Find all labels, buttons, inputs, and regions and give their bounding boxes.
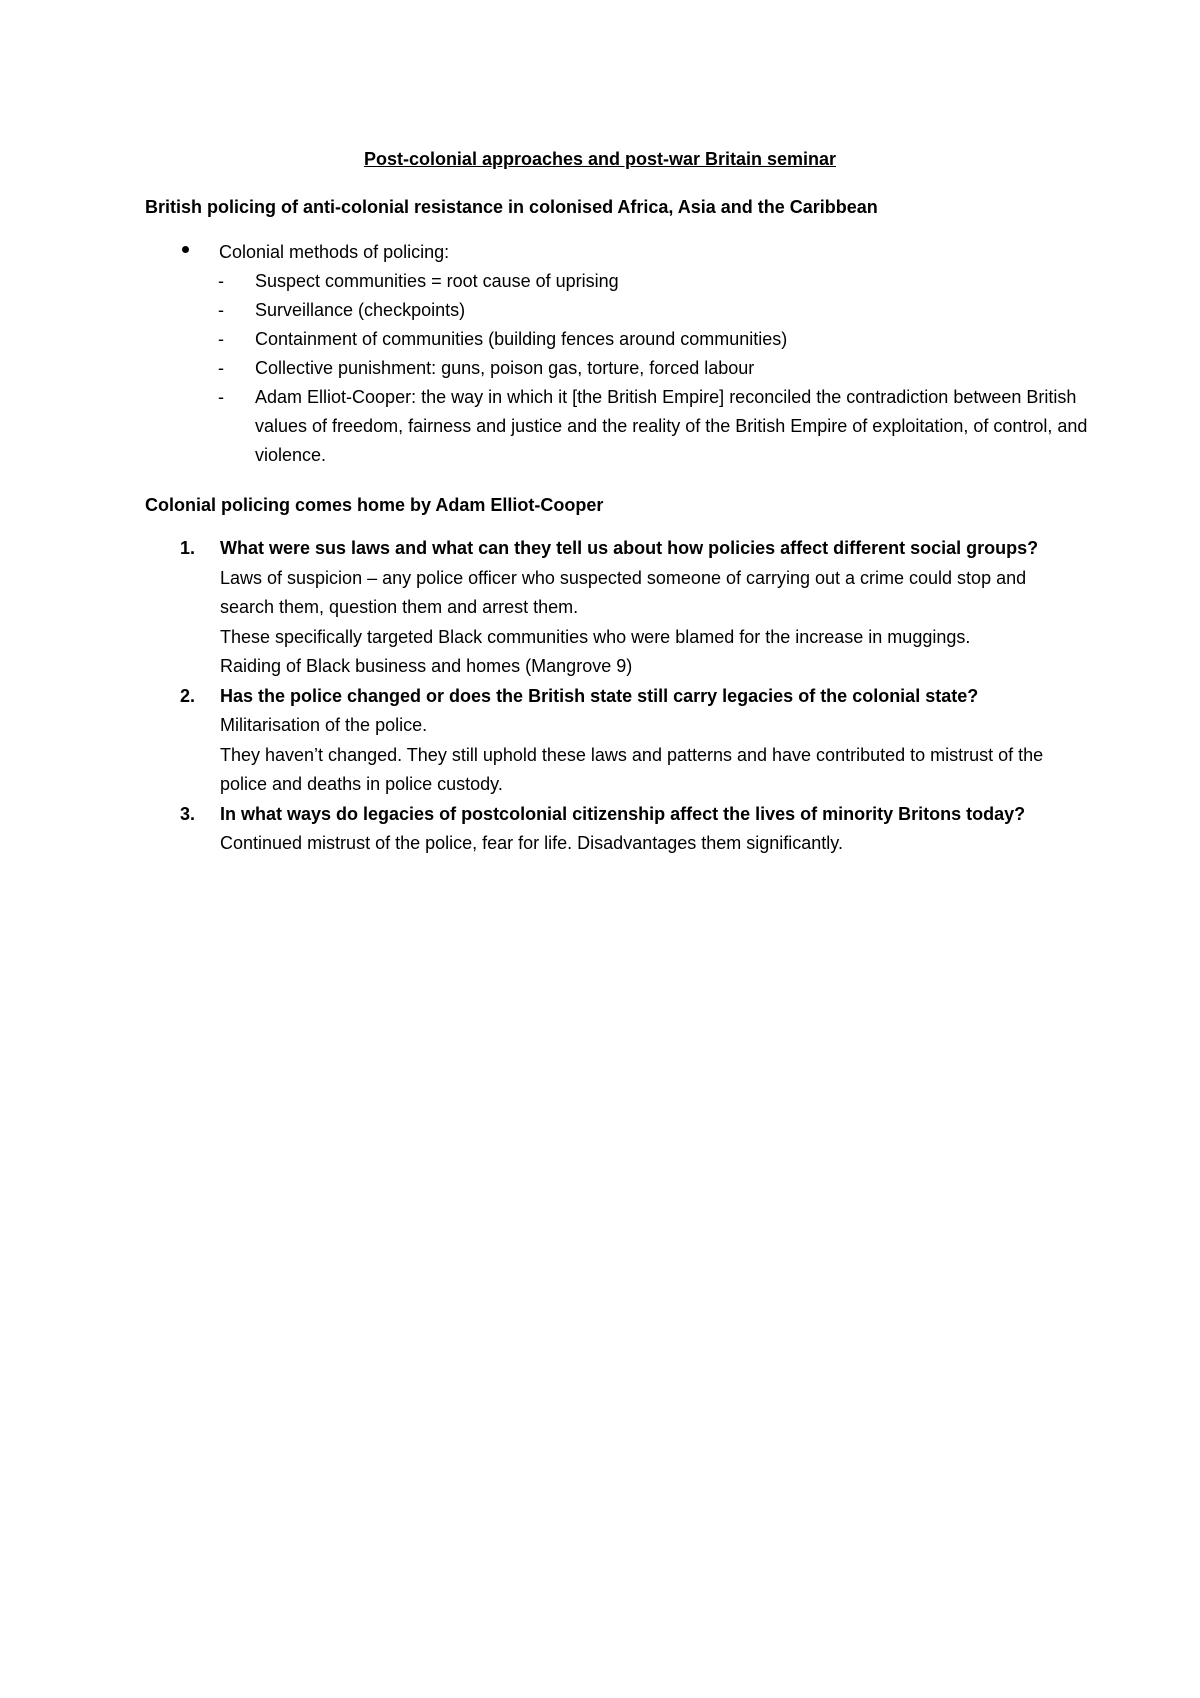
question-text: In what ways do legacies of postcolonial citizenship affect the lives of minority Britons today? bbox=[220, 803, 1026, 824]
question-item bbox=[180, 800, 1080, 859]
list-item-text: Containment of communities (building fences around communities) bbox=[255, 329, 788, 349]
bullet-item-colonial-methods bbox=[182, 240, 449, 264]
question-text: What were sus laws and what can they tell us about how policies affect different social groups? bbox=[220, 538, 1039, 558]
list-item bbox=[218, 296, 1098, 325]
bullet-icon bbox=[182, 246, 189, 253]
dash-marker: - bbox=[218, 329, 224, 349]
list-item-text: Adam Elliot-Cooper: the way in which it [the British Empire] reconciled the contradiction between British values of freedom, fairness and justice and the reality of the British Empire of exploitation, of control, and violence. bbox=[255, 387, 1088, 465]
dash-marker: - bbox=[218, 300, 224, 320]
list-item-text: Suspect communities = root cause of uprising bbox=[255, 271, 619, 291]
question-item bbox=[180, 534, 1080, 682]
question-number: 1. bbox=[180, 538, 196, 558]
list-item bbox=[218, 267, 1098, 296]
question-number: 3. bbox=[180, 803, 196, 824]
question-item bbox=[180, 682, 1080, 800]
list-item bbox=[218, 325, 1098, 354]
question-text: Has the police changed or does the British state still carry legacies of the colonial state? bbox=[220, 685, 979, 706]
colonial-methods-list bbox=[218, 267, 1098, 470]
section-heading-british-policing: British policing of anti-colonial resistance in colonised Africa, Asia and the Caribbean bbox=[145, 197, 878, 217]
document-title: Post-colonial approaches and post-war Britain seminar bbox=[363, 149, 837, 169]
answer-text: Militarisation of the police. bbox=[220, 715, 428, 735]
list-item bbox=[218, 383, 1098, 470]
list-item-text: Surveillance (checkpoints) bbox=[255, 300, 466, 320]
dash-marker: - bbox=[218, 358, 224, 378]
answer-text: Continued mistrust of the police, fear for life. Disadvantages them significantly. bbox=[220, 833, 843, 853]
answer-text: They haven’t changed. They still uphold these laws and patterns and have contributed to mistrust of the police and deaths in police custody. bbox=[220, 744, 1044, 794]
dash-marker: - bbox=[218, 387, 224, 407]
list-item bbox=[218, 354, 1098, 383]
dash-marker: - bbox=[218, 271, 224, 291]
seminar-questions-list bbox=[180, 534, 1080, 859]
answer-text: These specifically targeted Black communities who were blamed for the increase in muggings. bbox=[220, 626, 971, 647]
question-number: 2. bbox=[180, 685, 196, 706]
section-heading-colonial-policing-comes-home: Colonial policing comes home by Adam Elliot-Cooper bbox=[145, 495, 604, 515]
list-item-text: Collective punishment: guns, poison gas, torture, forced labour bbox=[255, 358, 755, 378]
answer-text: Laws of suspicion – any police officer who suspected someone of carrying out a crime could stop and search them, question them and arrest them. bbox=[220, 567, 1027, 617]
bullet-label: Colonial methods of policing: bbox=[219, 242, 450, 262]
answer-text: Raiding of Black business and homes (Mangrove 9) bbox=[220, 656, 633, 676]
